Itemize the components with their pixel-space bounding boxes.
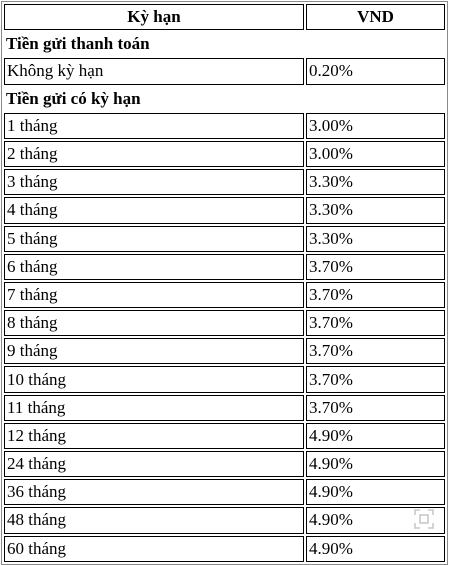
rate-cell: 3.30% bbox=[306, 197, 445, 223]
term-cell: 11 tháng bbox=[4, 395, 304, 421]
table-row bbox=[4, 58, 445, 84]
rate-cell: 3.30% bbox=[306, 169, 445, 195]
rate-cell: 3.00% bbox=[306, 141, 445, 167]
term-cell: 9 tháng bbox=[4, 338, 304, 364]
term-cell: 12 tháng bbox=[4, 423, 304, 449]
rate-cell: 4.90% bbox=[306, 507, 445, 533]
section-title-term: Tiền gửi có kỳ hạn bbox=[6, 88, 141, 108]
rate-cell: 4.90% bbox=[306, 536, 445, 562]
term-cell: 7 tháng bbox=[4, 282, 304, 308]
table-row bbox=[4, 451, 445, 477]
term-cell: Không kỳ hạn bbox=[4, 58, 304, 84]
rate-cell: 3.70% bbox=[306, 254, 445, 280]
header-currency: VND bbox=[306, 4, 445, 30]
table-row bbox=[4, 310, 445, 336]
table-row bbox=[4, 536, 445, 562]
section-row-term bbox=[4, 87, 445, 111]
header-term: Kỳ hạn bbox=[4, 4, 304, 30]
rate-cell: 3.30% bbox=[306, 226, 445, 252]
term-cell: 10 tháng bbox=[4, 366, 304, 392]
section-title-demand: Tiền gửi thanh toán bbox=[6, 34, 150, 54]
term-cell: 4 tháng bbox=[4, 197, 304, 223]
term-cell: 8 tháng bbox=[4, 310, 304, 336]
rate-cell: 3.00% bbox=[306, 113, 445, 139]
term-cell: 60 tháng bbox=[4, 536, 304, 562]
table-row bbox=[4, 113, 445, 139]
rate-cell: 3.70% bbox=[306, 310, 445, 336]
term-cell: 48 tháng bbox=[4, 507, 304, 533]
rate-cell: 4.90% bbox=[306, 451, 445, 477]
term-cell: 24 tháng bbox=[4, 451, 304, 477]
table-row bbox=[4, 169, 445, 195]
table-row bbox=[4, 479, 445, 505]
term-cell: 2 tháng bbox=[4, 141, 304, 167]
term-cell: 6 tháng bbox=[4, 254, 304, 280]
table-row bbox=[4, 282, 445, 308]
header-row bbox=[4, 4, 445, 30]
term-cell: 3 tháng bbox=[4, 169, 304, 195]
rate-cell: 3.70% bbox=[306, 366, 445, 392]
table-row bbox=[4, 226, 445, 252]
rate-cell: 4.90% bbox=[306, 479, 445, 505]
table-row bbox=[4, 507, 445, 533]
expand-frame-icon bbox=[413, 508, 435, 530]
term-cell: 1 tháng bbox=[4, 113, 304, 139]
term-cell: 36 tháng bbox=[4, 479, 304, 505]
section-row-demand bbox=[4, 32, 445, 56]
rate-cell: 4.90% bbox=[306, 423, 445, 449]
table-row bbox=[4, 254, 445, 280]
table-row bbox=[4, 338, 445, 364]
table-row bbox=[4, 423, 445, 449]
term-cell: 5 tháng bbox=[4, 226, 304, 252]
rate-cell: 3.70% bbox=[306, 282, 445, 308]
table-row bbox=[4, 197, 445, 223]
rate-cell: 0.20% bbox=[306, 58, 445, 84]
table-row bbox=[4, 395, 445, 421]
rate-cell: 3.70% bbox=[306, 395, 445, 421]
table-row bbox=[4, 141, 445, 167]
interest-rate-table bbox=[1, 1, 448, 565]
rate-cell: 3.70% bbox=[306, 338, 445, 364]
table-row bbox=[4, 366, 445, 392]
